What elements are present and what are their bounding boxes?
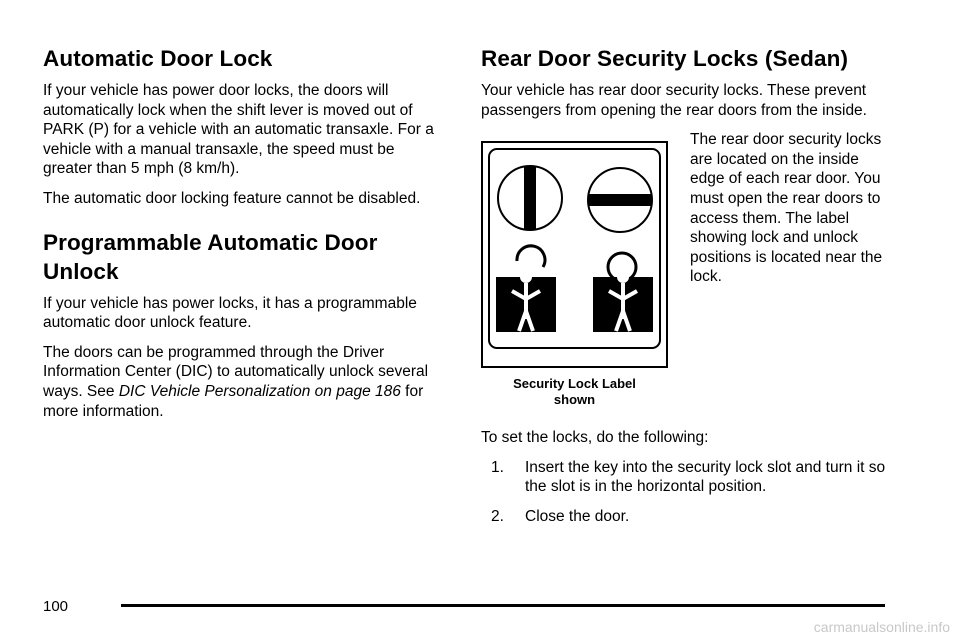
child-locked-icon xyxy=(593,253,653,332)
paragraph-dic xyxy=(43,343,443,421)
paragraph-programmable-feature: If your vehicle has power locks, it has a programmable automatic door unlock feature. xyxy=(43,294,417,332)
page-number: 100 xyxy=(43,598,69,615)
paragraph-auto-lock: If your vehicle has power door locks, the doors will automatically lock when the shift lever is moved out of PARK (P) for a vehicle with an automatic transaxle. For a vehicle with a manual transaxle, the speed must be greater than 5 mph (8 km/h). xyxy=(43,82,434,178)
footer-rule xyxy=(121,604,885,607)
step-text: Close the door. xyxy=(525,507,630,525)
figure-caption-line2: shown xyxy=(553,392,596,408)
dic-page-reference: DIC Vehicle Personalization on page 186 xyxy=(118,382,401,400)
list-item xyxy=(491,507,896,527)
heading-automatic-door-lock: Automatic Door Lock xyxy=(43,46,273,71)
security-lock-label-figure xyxy=(481,141,668,368)
paragraph-rear-locks-intro: Your vehicle has rear door security locks. These prevent passengers from opening the rear doors from the inside. xyxy=(481,82,867,119)
figure-row xyxy=(481,130,896,428)
vertical-slot-icon xyxy=(498,166,562,230)
security-lock-label-illustration xyxy=(483,143,666,366)
step-number: 1. xyxy=(491,458,504,476)
paragraph-lock-location: The rear door security locks are located on the inside edge of each rear door. You must open the rear doors to access them. The label showing lock and unlock positions is located near the lock. xyxy=(690,131,883,286)
paragraph-dic-end: for more information. xyxy=(43,382,424,420)
left-column xyxy=(43,44,443,431)
heading-rear-door-security: Rear Door Security Locks (Sedan) xyxy=(481,46,849,71)
heading-programmable-unlock-line1: Programmable Automatic Door xyxy=(43,229,378,255)
heading-programmable-unlock xyxy=(43,228,443,286)
steps-list xyxy=(481,458,896,527)
horizontal-slot-icon xyxy=(588,168,652,232)
list-item xyxy=(491,458,896,497)
paragraph-set-locks: To set the locks, do the following: xyxy=(481,429,709,447)
paragraph-cannot-disable: The automatic door locking feature cannot be disabled. xyxy=(43,189,421,207)
figure-caption xyxy=(481,376,668,408)
step-number: 2. xyxy=(491,507,504,525)
step-text: Insert the key into the security lock slot and turn it so the slot is in the horizontal position. xyxy=(525,458,886,496)
watermark: carmanualsonline.info xyxy=(813,619,950,635)
heading-programmable-unlock-line2: Unlock xyxy=(43,258,119,284)
right-column xyxy=(481,44,896,537)
figure-caption-line1: Security Lock Label xyxy=(513,376,636,392)
child-unlocked-icon xyxy=(496,246,556,332)
paragraph-dic-text: The doors can be programmed through the Driver Information Center (DIC) to automatically unlock several ways. See xyxy=(43,343,429,400)
